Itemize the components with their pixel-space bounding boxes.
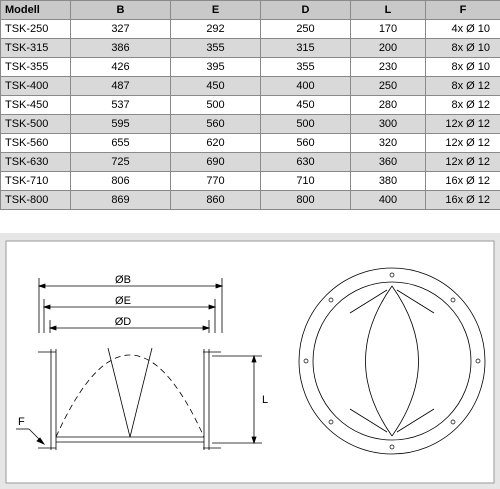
cell-d: 500	[261, 115, 351, 134]
cell-e: 292	[171, 20, 261, 39]
table-row	[1, 58, 500, 77]
cell-l: 380	[351, 172, 426, 191]
cell-modell: TSK-630	[1, 153, 71, 172]
cell-l: 300	[351, 115, 426, 134]
cell-f: 4x Ø 10	[426, 20, 500, 39]
cell-modell: TSK-800	[1, 191, 71, 210]
cell-e: 860	[171, 191, 261, 210]
cell-l: 230	[351, 58, 426, 77]
cell-b: 869	[71, 191, 171, 210]
table-row	[1, 96, 500, 115]
cell-modell: TSK-355	[1, 58, 71, 77]
cell-modell: TSK-500	[1, 115, 71, 134]
cell-b: 426	[71, 58, 171, 77]
cell-l: 170	[351, 20, 426, 39]
column-header-modell: Modell	[1, 1, 71, 20]
technical-drawing-panel	[0, 233, 500, 489]
cell-f: 16x Ø 12	[426, 172, 500, 191]
cell-l: 280	[351, 96, 426, 115]
cell-b: 537	[71, 96, 171, 115]
table-row	[1, 172, 500, 191]
label-flange-holes-f: F	[18, 416, 25, 428]
table-header-row	[1, 1, 500, 20]
cell-modell: TSK-450	[1, 96, 71, 115]
cell-e: 500	[171, 96, 261, 115]
cell-modell: TSK-315	[1, 39, 71, 58]
cell-e: 560	[171, 115, 261, 134]
column-header-e: E	[171, 1, 261, 20]
table-body	[1, 20, 500, 210]
label-length-l: L	[262, 394, 269, 406]
cell-l: 250	[351, 77, 426, 96]
cell-d: 710	[261, 172, 351, 191]
cell-d: 250	[261, 20, 351, 39]
column-header-f: F	[426, 1, 500, 20]
cell-f: 12x Ø 12	[426, 134, 500, 153]
cell-e: 450	[171, 77, 261, 96]
cell-f: 12x Ø 12	[426, 153, 500, 172]
cell-b: 487	[71, 77, 171, 96]
cell-e: 395	[171, 58, 261, 77]
table-row	[1, 115, 500, 134]
technical-drawing	[0, 233, 500, 489]
cell-b: 595	[71, 115, 171, 134]
cell-b: 725	[71, 153, 171, 172]
cell-d: 560	[261, 134, 351, 153]
cell-e: 770	[171, 172, 261, 191]
cell-l: 320	[351, 134, 426, 153]
table-row	[1, 39, 500, 58]
cell-d: 355	[261, 58, 351, 77]
cell-d: 800	[261, 191, 351, 210]
dimension-table	[0, 0, 500, 210]
column-header-b: B	[71, 1, 171, 20]
cell-e: 355	[171, 39, 261, 58]
table-row	[1, 153, 500, 172]
table-row	[1, 191, 500, 210]
cell-d: 315	[261, 39, 351, 58]
drawing-area	[6, 241, 494, 483]
column-header-l: L	[351, 1, 426, 20]
cell-modell: TSK-710	[1, 172, 71, 191]
cell-d: 630	[261, 153, 351, 172]
cell-e: 620	[171, 134, 261, 153]
cell-d: 400	[261, 77, 351, 96]
table-row	[1, 77, 500, 96]
cell-modell: TSK-400	[1, 77, 71, 96]
cell-b: 806	[71, 172, 171, 191]
table-row	[1, 134, 500, 153]
cell-f: 8x Ø 12	[426, 96, 500, 115]
cell-f: 12x Ø 12	[426, 115, 500, 134]
cell-l: 360	[351, 153, 426, 172]
cell-d: 450	[261, 96, 351, 115]
cell-l: 400	[351, 191, 426, 210]
cell-modell: TSK-250	[1, 20, 71, 39]
cell-modell: TSK-560	[1, 134, 71, 153]
cell-b: 655	[71, 134, 171, 153]
label-diameter-b: ØB	[115, 274, 131, 286]
cell-e: 690	[171, 153, 261, 172]
label-diameter-e: ØE	[115, 295, 131, 307]
cell-b: 327	[71, 20, 171, 39]
table-row	[1, 20, 500, 39]
cell-f: 8x Ø 10	[426, 58, 500, 77]
cell-f: 8x Ø 10	[426, 39, 500, 58]
cell-f: 16x Ø 12	[426, 191, 500, 210]
column-header-d: D	[261, 1, 351, 20]
cell-l: 200	[351, 39, 426, 58]
label-diameter-d: ØD	[114, 316, 132, 328]
cell-f: 8x Ø 12	[426, 77, 500, 96]
cell-b: 386	[71, 39, 171, 58]
